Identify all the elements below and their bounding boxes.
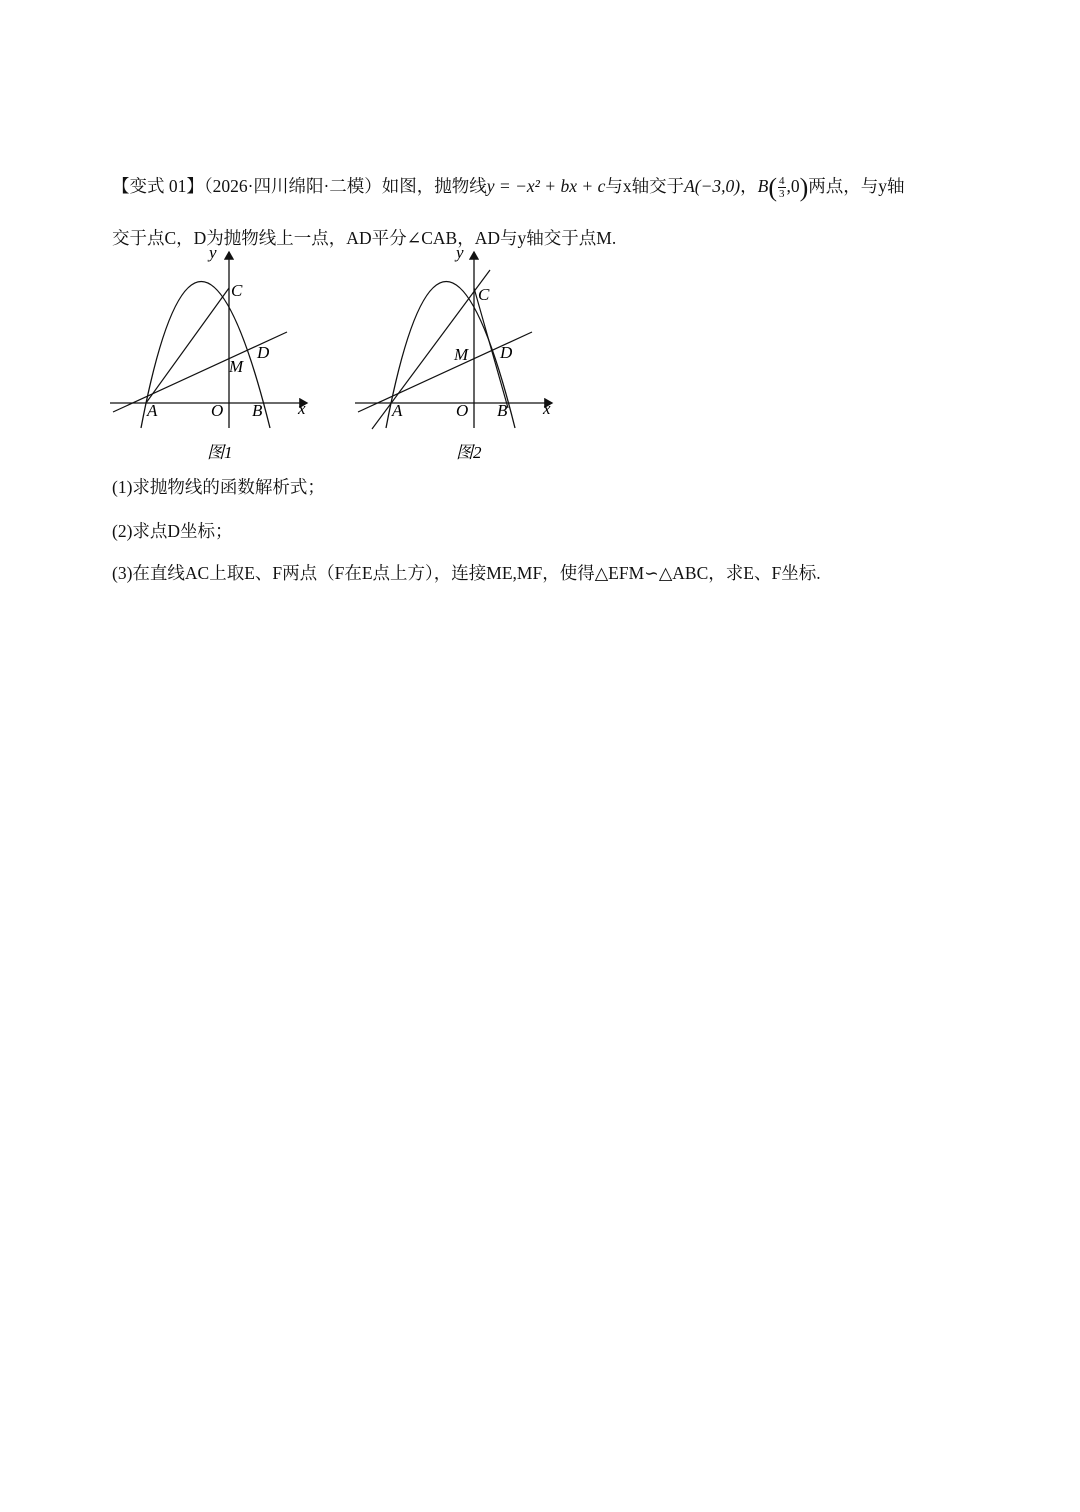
question-2: (2)求点D坐标； <box>112 521 233 541</box>
parabola <box>386 282 515 429</box>
label-m: M <box>229 357 244 376</box>
parabola-equation: y = −x² + bx + c <box>486 176 606 196</box>
label-c: C <box>231 281 243 300</box>
figure-2-diagram <box>350 240 570 470</box>
figure-1-caption: 图1 <box>207 443 233 462</box>
figure-2 <box>350 240 570 475</box>
label-x: x <box>543 399 551 418</box>
label-d: D <box>257 343 270 362</box>
line-ac <box>146 288 229 403</box>
label-a: A <box>392 401 403 420</box>
problem-line-1: 【变式 01】（2026·四川绵阳·二模）如图，抛物线y = −x² + bx + c与x轴交于A(−3,0)，B( $\frac{4}{3}$ ,0)两点，与y轴 <box>112 173 905 202</box>
label-o: O <box>456 401 469 420</box>
label-c: C <box>478 285 490 304</box>
with-x-axis: 与x轴交于 <box>605 176 685 196</box>
label-a: A <box>147 401 158 420</box>
point-b-label: B <box>757 176 769 196</box>
label-y: y <box>209 243 217 262</box>
figure-1-diagram <box>105 240 325 470</box>
question-1: (1)求抛物线的函数解析式； <box>112 477 325 497</box>
label-x: x <box>298 399 306 418</box>
line-ac <box>372 270 490 429</box>
comma: ， <box>740 176 758 196</box>
figure-1 <box>105 240 325 475</box>
label-o: O <box>211 401 224 420</box>
label-y: y <box>456 243 464 262</box>
point-b-fraction: $\frac{4}{3}$ <box>779 175 785 201</box>
figure-2-caption: 图2 <box>456 443 482 462</box>
label-d: D <box>500 343 513 362</box>
label-m: M <box>454 345 469 364</box>
point-a: A(−3,0) <box>684 176 741 196</box>
label-b: B <box>497 401 508 420</box>
problem-source: （2026·四川绵阳·二模） <box>203 176 382 196</box>
label-b: B <box>252 401 263 420</box>
question-3: (3)在直线AC上取E、F两点（F在E点上方），连接ME,MF，使得△EFM∽△ABC，求E、F坐标. <box>112 563 821 583</box>
two-points-y: 两点，与y轴 <box>808 176 905 196</box>
problem-intro: 如图，抛物线 <box>381 176 487 196</box>
parabola <box>141 282 270 429</box>
problem-tag: 【变式 01】 <box>112 176 204 196</box>
problem-line-2: 交于点C，D为抛物线上一点，AD平分∠CAB，AD与y轴交于点M. <box>112 228 617 248</box>
point-b-rest: ,0 <box>786 176 800 196</box>
